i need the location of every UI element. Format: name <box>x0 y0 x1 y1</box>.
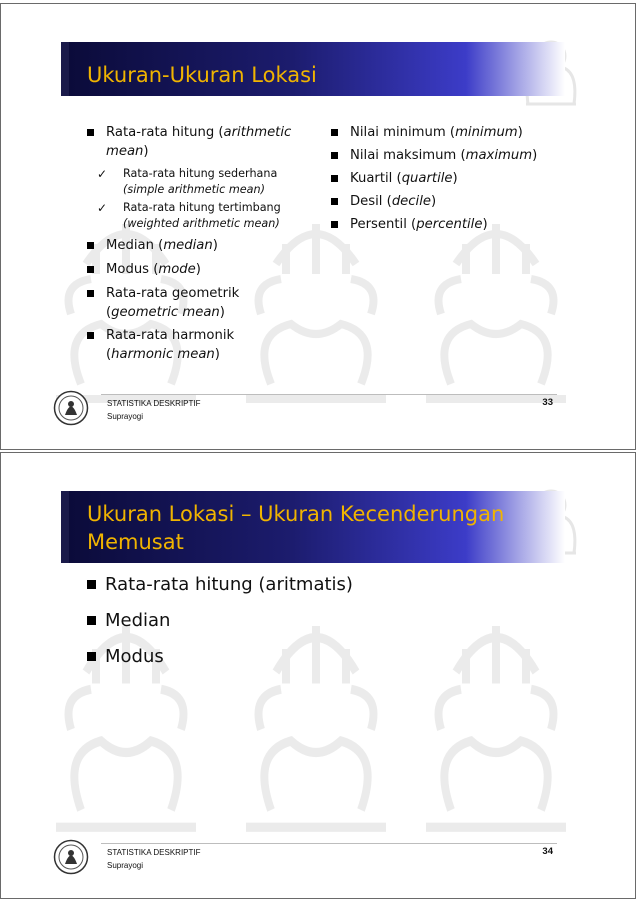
page-number: 33 <box>542 397 553 408</box>
footer-divider <box>101 843 557 844</box>
bullet-geometric-mean <box>87 285 297 322</box>
bullet-text: Kuartil (quartile) <box>350 171 458 186</box>
bullet-arithmetic-mean <box>87 124 297 161</box>
itb-seal-icon <box>53 839 89 875</box>
bullet-square-icon <box>87 652 96 661</box>
bullet-text: Nilai maksimum (maximum) <box>350 148 538 163</box>
slide-33 <box>0 3 636 450</box>
bullet-quartile <box>331 170 571 189</box>
bullet-mode <box>87 645 487 669</box>
footer-divider <box>101 394 557 395</box>
bullet-median <box>87 609 487 633</box>
slide-34 <box>0 452 636 899</box>
bullet-text: Nilai minimum (minimum) <box>350 125 523 140</box>
bullet-square-icon <box>87 242 94 249</box>
bullet-text: Median (median) <box>106 238 218 253</box>
bullet-text: Rata-rata hitung (arithmetic mean) <box>106 125 292 159</box>
bullet-text: Median <box>105 610 171 631</box>
bullet-square-icon <box>87 290 94 297</box>
sub-bullet-simple-mean <box>97 166 317 198</box>
bullet-median <box>87 237 297 256</box>
bullet-square-icon <box>87 580 96 589</box>
bullet-text: Modus <box>105 646 164 667</box>
bullet-square-icon <box>87 129 94 136</box>
itb-seal-icon <box>53 390 89 426</box>
bullet-mode <box>87 261 297 280</box>
slide-title-line-1: Ukuran Lokasi – Ukuran Kecenderungan <box>87 502 505 526</box>
bullet-arithmetic-mean <box>87 573 487 597</box>
bullet-text: Desil (decile) <box>350 194 437 209</box>
page-number: 34 <box>542 846 553 857</box>
bullet-square-icon <box>331 175 338 182</box>
footer-author: Suprayogi <box>107 861 144 870</box>
slide-title-line-2: Memusat <box>87 530 184 554</box>
footer-course-title: STATISTIKA DESKRIPTIF <box>107 848 201 857</box>
bullet-percentile <box>331 216 571 235</box>
checkmark-icon: ✓ <box>97 167 108 181</box>
checkmark-icon: ✓ <box>97 201 108 215</box>
bullet-text: Persentil (percentile) <box>350 217 488 232</box>
ganesha-watermark-icon <box>411 603 581 833</box>
bullet-maximum <box>331 147 571 166</box>
bullet-text: Rata-rata hitung (aritmatis) <box>105 574 353 595</box>
sub-bullet-text: Rata-rata hitung tertimbang (weighted arithmetic mean) <box>123 201 281 230</box>
ganesha-watermark-icon <box>231 603 401 833</box>
footer-author: Suprayogi <box>107 412 144 421</box>
slide-title: Ukuran-Ukuran Lokasi <box>87 63 317 87</box>
bullet-square-icon <box>87 266 94 273</box>
bullet-square-icon <box>87 332 94 339</box>
bullet-square-icon <box>331 152 338 159</box>
bullet-text: Modus (mode) <box>106 262 201 277</box>
bullet-square-icon <box>331 129 338 136</box>
footer-course-title: STATISTIKA DESKRIPTIF <box>107 399 201 408</box>
bullet-square-icon <box>331 198 338 205</box>
sub-bullet-text: Rata-rata hitung sederhana (simple arithmetic mean) <box>123 167 278 196</box>
bullet-decile <box>331 193 571 212</box>
ganesha-watermark-icon <box>41 603 211 833</box>
bullet-text: Rata-rata geometrik (geometric mean) <box>106 286 240 320</box>
bullet-minimum <box>331 124 571 143</box>
bullet-square-icon <box>87 616 96 625</box>
bullet-square-icon <box>331 221 338 228</box>
bullet-text: Rata-rata harmonik (harmonic mean) <box>106 328 235 362</box>
bullet-harmonic-mean <box>87 327 297 364</box>
sub-bullet-weighted-mean <box>97 200 317 232</box>
